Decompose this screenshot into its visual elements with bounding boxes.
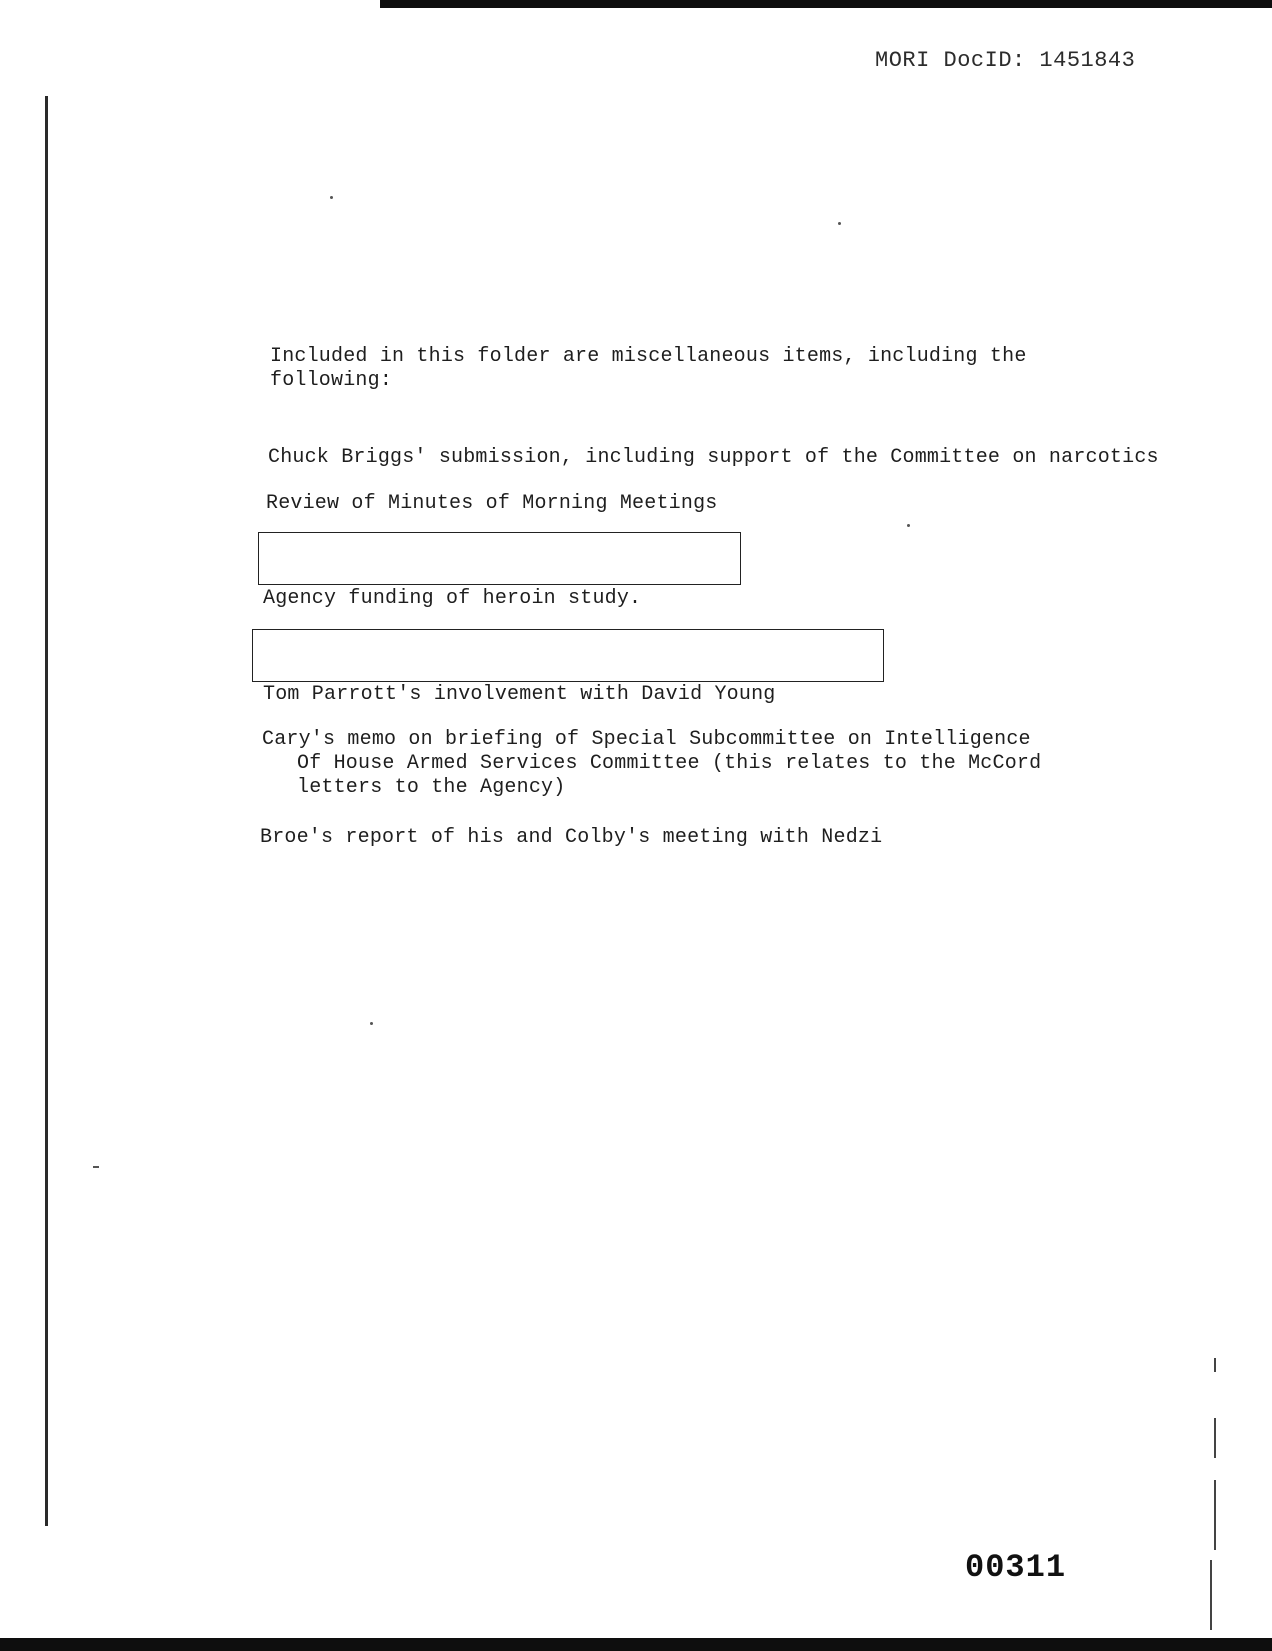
scan-speck (330, 196, 333, 199)
scan-speck (838, 222, 841, 225)
page-number: 00311 (965, 1549, 1067, 1586)
left-margin-rule (45, 96, 48, 1526)
item-tom-parrott: Tom Parrott's involvement with David Young (263, 683, 776, 706)
right-margin-mark (1210, 1560, 1212, 1630)
item-cary-memo-line-2: Of House Armed Services Committee (this relates to the McCord (297, 752, 1042, 775)
item-cary-memo-line-3: letters to the Agency) (297, 776, 566, 799)
scan-top-edge (380, 0, 1272, 8)
right-margin-mark (1214, 1358, 1216, 1372)
right-margin-mark (1214, 1480, 1216, 1550)
item-morning-meetings: Review of Minutes of Morning Meetings (266, 492, 718, 515)
doc-id: MORI DocID: 1451843 (875, 48, 1136, 73)
right-margin-mark (1214, 1418, 1216, 1458)
intro-line-1: Included in this folder are miscellaneous items, including the (270, 345, 1027, 368)
item-chuck-briggs: Chuck Briggs' submission, including support of the Committee on narcotics (268, 446, 1159, 469)
scan-speck (370, 1022, 373, 1025)
item-heroin-study: Agency funding of heroin study. (263, 587, 642, 610)
scan-bottom-edge (0, 1638, 1272, 1651)
redaction-box (252, 629, 884, 682)
item-broe-report: Broe's report of his and Colby's meeting with Nedzi (260, 826, 883, 849)
redaction-box (258, 532, 741, 585)
scan-speck (93, 1166, 99, 1168)
scan-speck (907, 524, 910, 527)
intro-line-2: following: (270, 369, 393, 392)
item-cary-memo-line-1: Cary's memo on briefing of Special Subcommittee on Intelligence (262, 728, 1031, 751)
